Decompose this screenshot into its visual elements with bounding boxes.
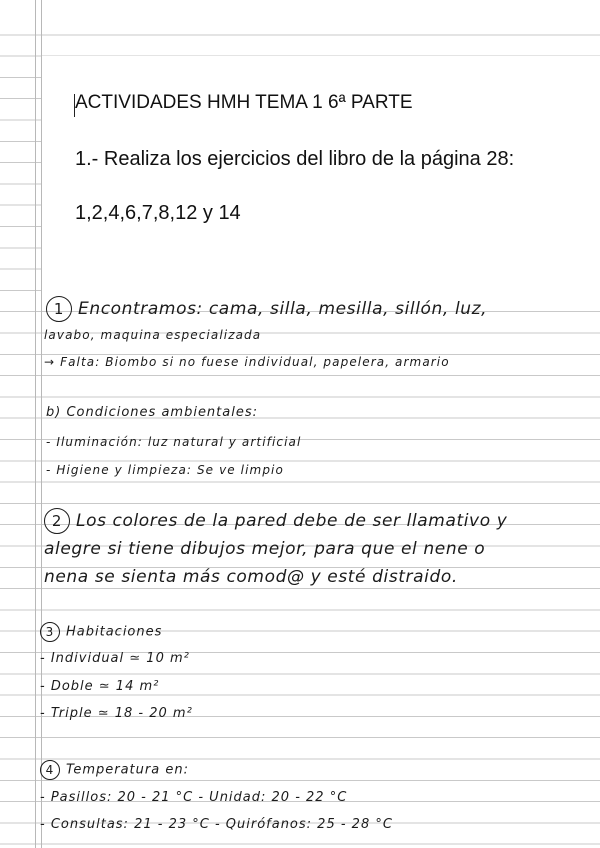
circled-number: 2: [44, 508, 70, 534]
note-q2-line1: [44, 508, 507, 534]
exercise-instruction: 1.- Realiza los ejercicios del libro de la página 28:: [75, 148, 515, 170]
note-text: Los colores de la pared debe de ser llamativo y: [76, 511, 508, 531]
note-text: Encontramos: cama, silla, mesilla, sillón, luz,: [78, 299, 488, 319]
note-q1-line2: lavabo, maquina especializada: [44, 328, 262, 342]
document-title: ACTIVIDADES HMH TEMA 1 6ª PARTE: [75, 92, 413, 113]
circled-number: 1: [46, 296, 72, 322]
exercise-list: 1,2,4,6,7,8,12 y 14: [75, 202, 241, 224]
circled-number: 3: [40, 622, 60, 642]
note-q3-heading: [40, 622, 162, 642]
note-text: Habitaciones: [66, 624, 163, 640]
note-q3-item: - Triple ≃ 18 - 20 m²: [40, 706, 193, 721]
note-q1b-item: - Higiene y limpieza: Se ve limpio: [46, 463, 284, 477]
circled-number: 4: [40, 760, 60, 780]
typed-header-sheet: [42, 56, 600, 292]
note-q1-line1: [46, 296, 487, 322]
margin-line: [35, 0, 36, 848]
note-q1b-item: - Iluminación: luz natural y artificial: [46, 435, 302, 449]
note-q4-heading: [40, 760, 189, 780]
note-q1b-heading: b) Condiciones ambientales:: [46, 405, 259, 420]
note-q2-line3: nena se sienta más comod@ y esté distraido.: [44, 567, 458, 587]
note-q2-line2: alegre si tiene dibujos mejor, para que el nene o: [44, 539, 486, 559]
note-q4-item: - Consultas: 21 - 23 °C - Quirófanos: 25 - 28 °C: [40, 817, 393, 832]
note-text: Temperatura en:: [66, 762, 189, 778]
note-q3-item: - Doble ≃ 14 m²: [40, 679, 160, 694]
note-q1-line3: → Falta: Biombo si no fuese individual, papelera, armario: [44, 355, 450, 369]
note-q4-item: - Pasillos: 20 - 21 °C - Unidad: 20 - 22 °C: [40, 790, 348, 805]
note-q3-item: - Individual ≃ 10 m²: [40, 651, 190, 666]
